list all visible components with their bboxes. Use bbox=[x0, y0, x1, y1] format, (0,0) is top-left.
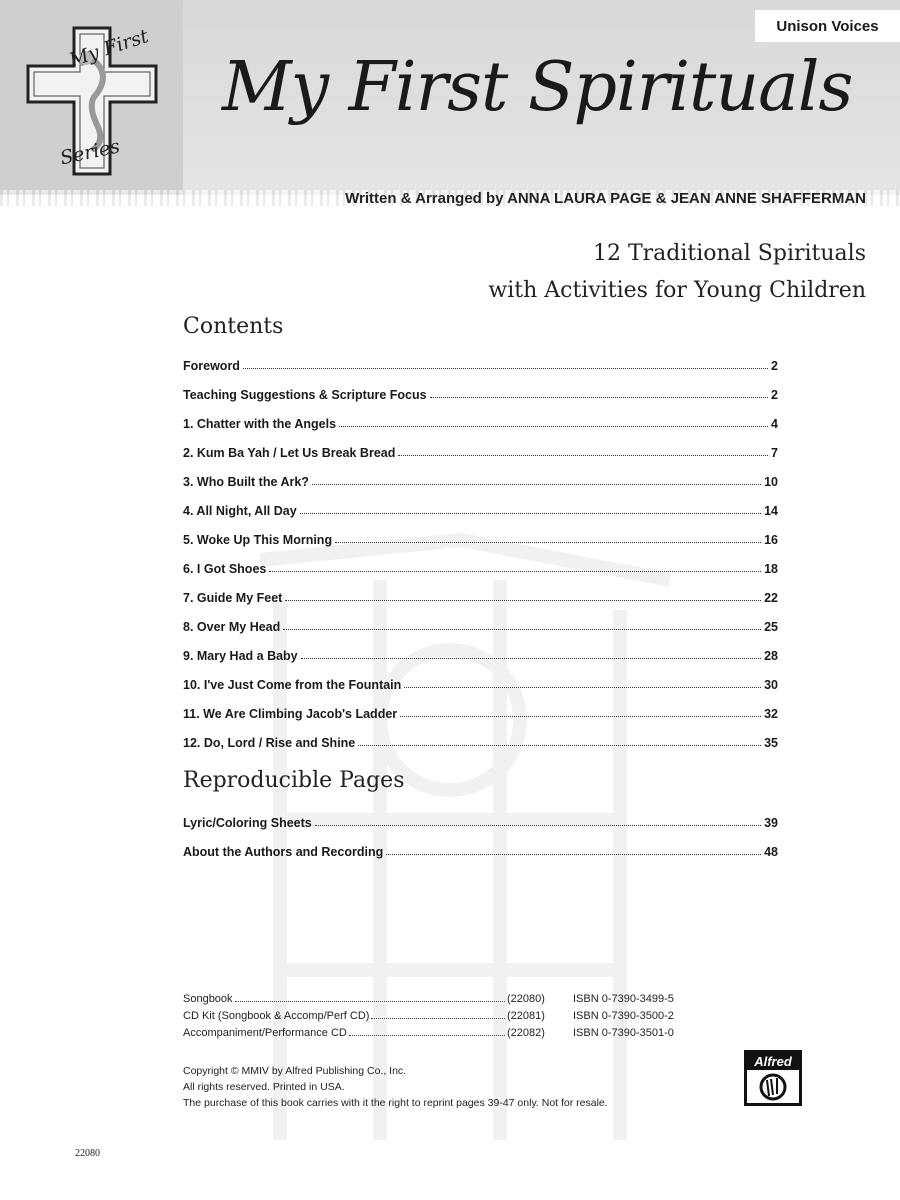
leader-dots bbox=[285, 600, 761, 601]
toc-entry-title: 2. Kum Ba Yah / Let Us Break Bread bbox=[183, 446, 396, 460]
toc-entry-title: 7. Guide My Feet bbox=[183, 591, 283, 605]
catalog-isbn: ISBN 0-7390-3499-5 bbox=[573, 993, 674, 1005]
toc-entry-page: 32 bbox=[764, 707, 778, 721]
leader-dots bbox=[283, 629, 761, 630]
rights-line: All rights reserved. Printed in USA. bbox=[183, 1081, 345, 1093]
toc-entry-page: 48 bbox=[764, 845, 778, 859]
toc-entry-page: 39 bbox=[764, 816, 778, 830]
leader-dots bbox=[371, 1018, 505, 1019]
leader-dots bbox=[400, 716, 761, 717]
product-catalog bbox=[183, 988, 703, 1039]
author-credit: Written & Arranged by ANNA LAURA PAGE & JEAN ANNE SHAFFERMAN bbox=[345, 190, 866, 207]
toc-entry-page: 14 bbox=[764, 504, 778, 518]
leader-dots bbox=[339, 426, 768, 427]
toc-entry-title: 8. Over My Head bbox=[183, 620, 281, 634]
leader-dots bbox=[404, 687, 761, 688]
catalog-isbn: ISBN 0-7390-3500-2 bbox=[573, 1010, 674, 1022]
book-subtitle bbox=[446, 235, 866, 309]
toc-entry-page: 22 bbox=[764, 591, 778, 605]
toc-entry-title: 1. Chatter with the Angels bbox=[183, 417, 337, 431]
catalog-row bbox=[183, 1005, 703, 1022]
toc-entry bbox=[183, 431, 778, 460]
toc-entry-title: 12. Do, Lord / Rise and Shine bbox=[183, 736, 356, 750]
series-logo-text-top: My First bbox=[66, 25, 152, 72]
leader-dots bbox=[301, 658, 761, 659]
toc-entry-title: 10. I've Just Come from the Fountain bbox=[183, 678, 402, 692]
toc-entry bbox=[183, 489, 778, 518]
leader-dots bbox=[300, 513, 761, 514]
publisher-logo-text: Alfred bbox=[747, 1053, 799, 1070]
toc-entry-title: Lyric/Coloring Sheets bbox=[183, 816, 312, 830]
toc-entry-title: Teaching Suggestions & Scripture Focus bbox=[183, 388, 427, 402]
leader-dots bbox=[243, 368, 768, 369]
series-logo-text-bottom: Series bbox=[58, 135, 122, 170]
alfred-emblem-icon bbox=[747, 1070, 799, 1103]
reproducible-list bbox=[183, 801, 778, 859]
catalog-row bbox=[183, 1022, 703, 1039]
leader-dots bbox=[315, 825, 761, 826]
toc-entry-page: 4 bbox=[771, 417, 778, 431]
toc-entry bbox=[183, 801, 778, 830]
leader-dots bbox=[430, 397, 768, 398]
book-title: My First Spirituals bbox=[222, 48, 853, 127]
leader-dots bbox=[312, 484, 761, 485]
leader-dots bbox=[349, 1035, 505, 1036]
toc-entry-page: 16 bbox=[764, 533, 778, 547]
toc-entry-title: 6. I Got Shoes bbox=[183, 562, 267, 576]
catalog-isbn: ISBN 0-7390-3501-0 bbox=[573, 1027, 674, 1039]
toc-entry-title: About the Authors and Recording bbox=[183, 845, 384, 859]
leader-dots bbox=[358, 745, 761, 746]
copyright-line: Copyright © MMIV by Alfred Publishing Co., Inc. bbox=[183, 1065, 407, 1077]
toc-entry-page: 10 bbox=[764, 475, 778, 489]
catalog-number: (22082) bbox=[507, 1027, 545, 1039]
toc-entry-page: 28 bbox=[764, 649, 778, 663]
toc-entry-page: 2 bbox=[771, 359, 778, 373]
toc-entry bbox=[183, 605, 778, 634]
toc-entry-title: 5. Woke Up This Morning bbox=[183, 533, 333, 547]
toc-entry bbox=[183, 830, 778, 859]
toc-entry bbox=[183, 663, 778, 692]
toc-entry bbox=[183, 692, 778, 721]
toc-entry bbox=[183, 373, 778, 402]
my-first-series-logo bbox=[22, 18, 162, 183]
leader-dots bbox=[398, 455, 768, 456]
catalog-row bbox=[183, 988, 703, 1005]
toc-entry-page: 30 bbox=[764, 678, 778, 692]
catalog-product: Accompaniment/Performance CD bbox=[183, 1027, 347, 1039]
leader-dots bbox=[386, 854, 761, 855]
catalog-number: (22080) bbox=[507, 993, 545, 1005]
copyright-notice bbox=[183, 1063, 608, 1111]
toc-entry-page: 18 bbox=[764, 562, 778, 576]
subtitle-line-1: 12 Traditional Spirituals bbox=[592, 241, 866, 266]
toc-entry-page: 35 bbox=[764, 736, 778, 750]
catalog-number: (22081) bbox=[507, 1010, 545, 1022]
contents-list bbox=[183, 344, 778, 750]
toc-entry bbox=[183, 547, 778, 576]
contents-heading: Contents bbox=[183, 314, 284, 339]
leader-dots bbox=[269, 571, 761, 572]
publisher-logo bbox=[744, 1050, 802, 1106]
toc-entry-page: 7 bbox=[771, 446, 778, 460]
toc-entry-title: 11. We Are Climbing Jacob's Ladder bbox=[183, 707, 398, 721]
toc-entry bbox=[183, 344, 778, 373]
leader-dots bbox=[235, 1001, 505, 1002]
toc-entry bbox=[183, 402, 778, 431]
toc-entry bbox=[183, 460, 778, 489]
toc-entry-page: 25 bbox=[764, 620, 778, 634]
catalog-product: CD Kit (Songbook & Accomp/Perf CD) bbox=[183, 1010, 370, 1022]
toc-entry-page: 2 bbox=[771, 388, 778, 402]
toc-entry bbox=[183, 634, 778, 663]
toc-entry bbox=[183, 576, 778, 605]
voicing-label: Unison Voices bbox=[755, 10, 900, 42]
toc-entry-title: Foreword bbox=[183, 359, 240, 373]
toc-entry bbox=[183, 721, 778, 750]
subtitle-line-2: with Activities for Young Children bbox=[488, 278, 866, 303]
toc-entry-title: 3. Who Built the Ark? bbox=[183, 475, 309, 489]
toc-entry-title: 9. Mary Had a Baby bbox=[183, 649, 298, 663]
leader-dots bbox=[335, 542, 761, 543]
catalog-product: Songbook bbox=[183, 993, 233, 1005]
reproducible-heading: Reproducible Pages bbox=[183, 768, 405, 793]
toc-entry-title: 4. All Night, All Day bbox=[183, 504, 297, 518]
toc-entry bbox=[183, 518, 778, 547]
reprint-notice: The purchase of this book carries with it the right to reprint pages 39-47 only. Not for resale. bbox=[183, 1097, 608, 1109]
catalog-code-number: 22080 bbox=[75, 1148, 100, 1159]
